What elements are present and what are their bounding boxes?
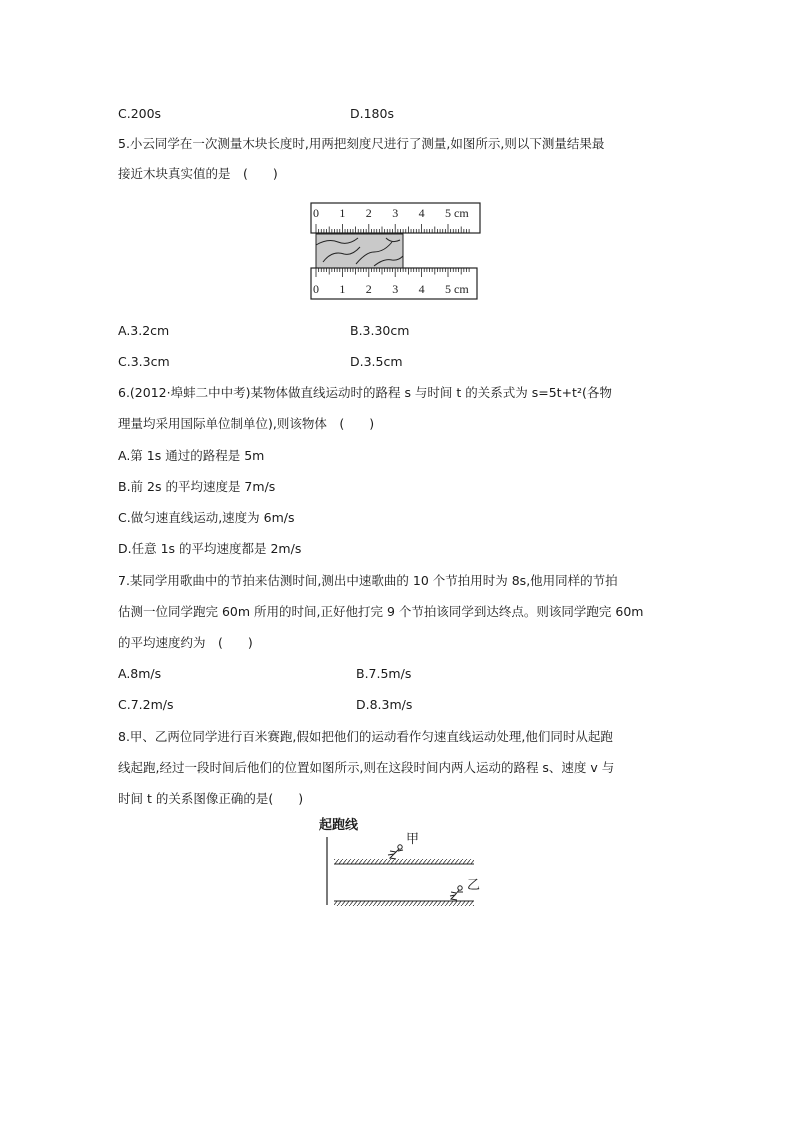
q6-option-b: B.前 2s 的平均速度是 7m/s (118, 479, 276, 494)
q5-stem-line2: 接近木块真实值的是 ( ) (118, 166, 278, 181)
runner-b-icon (450, 886, 463, 900)
ruler-figure (308, 200, 484, 302)
q6-option-a: A.第 1s 通过的路程是 5m (118, 448, 265, 463)
q6-option-c: C.做匀速直线运动,速度为 6m/s (118, 510, 295, 525)
ruler-number: 0 (313, 206, 319, 220)
q7-option-a: A.8m/s (118, 666, 162, 681)
ruler-number: 4 (418, 282, 425, 296)
ruler-number: 1 (339, 282, 346, 296)
ruler-number: 5 cm (445, 206, 469, 220)
q5-option-b: B.3.30cm (350, 323, 410, 338)
runner-a-label: 甲 (406, 831, 420, 846)
race-diagram (310, 815, 490, 913)
start-line-label: 起跑线 (319, 818, 359, 833)
ruler-number: 1 (339, 206, 346, 220)
ruler-number: 0 (313, 282, 319, 296)
ruler-diagram (308, 200, 484, 302)
ruler-number: 5 cm (445, 282, 469, 296)
q5-option-a: A.3.2cm (118, 323, 170, 338)
q5-option-c: C.3.3cm (118, 354, 170, 369)
ruler-number: 4 (418, 206, 425, 220)
runner-b-label: 乙 (467, 877, 481, 892)
q6-stem-line2: 理量均采用国际单位制单位),则该物体 ( ) (118, 416, 375, 431)
q8-stem-line1: 8.甲、乙两位同学进行百米赛跑,假如把他们的运动看作匀速直线运动处理,他们同时从起跑 (118, 729, 613, 744)
q7-stem-line1: 7.某同学用歌曲中的节拍来估测时间,测出中速歌曲的 10 个节拍用时为 8s,他用同样的节拍 (118, 573, 618, 588)
q6-stem-line1: 6.(2012·埠蚌二中中考)某物体做直线运动时的路程 s 与时间 t 的关系式为 s=5t+t²(各物 (118, 385, 612, 400)
q8-stem-line2: 线起跑,经过一段时间后他们的位置如图所示,则在这段时间内两人运动的路程 s、速度 v 与 (118, 760, 615, 775)
q4-option-c: C.200s (118, 106, 162, 121)
ruler-number: 3 (392, 206, 399, 220)
q7-option-c: C.7.2m/s (118, 697, 174, 712)
ruler-number: 3 (392, 282, 399, 296)
lower-lane-hatch (334, 901, 474, 906)
q7-stem-line2: 估测一位同学跑完 60m 所用的时间,正好他打完 9 个节拍该同学到达终点。则该同学跑完 60m (118, 604, 644, 619)
ruler-number: 2 (365, 206, 372, 220)
q7-stem-line3: 的平均速度约为 ( ) (118, 635, 253, 650)
wood-block (316, 234, 403, 268)
runner-a-icon (388, 845, 403, 859)
q7-option-d: D.8.3m/s (356, 697, 413, 712)
q8-stem-line3: 时间 t 的关系图像正确的是( ) (118, 791, 304, 806)
race-figure (310, 815, 490, 913)
ruler-number: 2 (365, 282, 372, 296)
q6-option-d: D.任意 1s 的平均速度都是 2m/s (118, 541, 302, 556)
q4-option-d: D.180s (350, 106, 394, 121)
upper-lane-hatch (334, 859, 474, 864)
q7-option-b: B.7.5m/s (356, 666, 412, 681)
q5-stem-line1: 5.小云同学在一次测量木块长度时,用两把刻度尺进行了测量,如图所示,则以下测量结果最 (118, 136, 605, 151)
q5-option-d: D.3.5cm (350, 354, 403, 369)
